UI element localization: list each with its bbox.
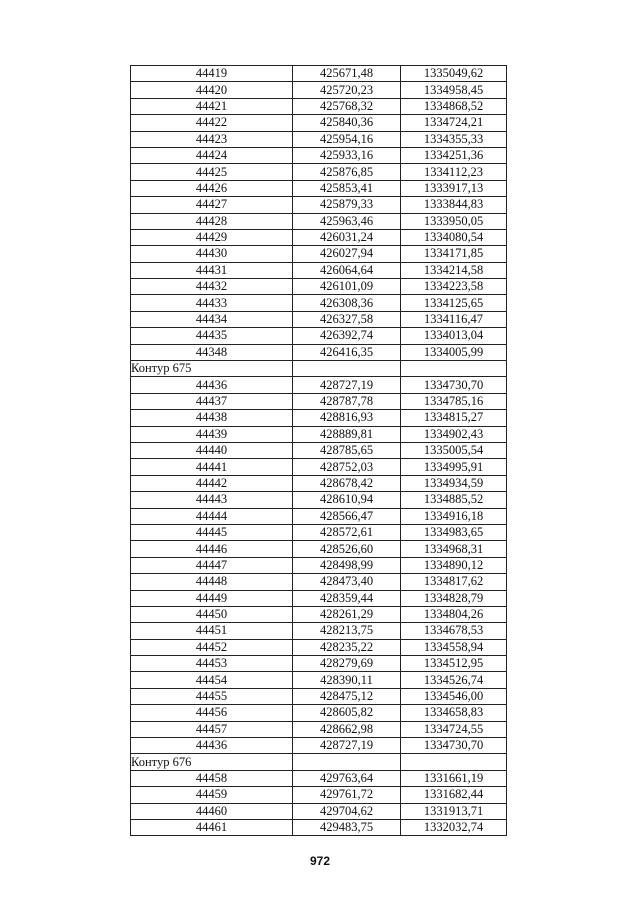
y-coordinate-cell: 1334815,27 [401,410,507,426]
point-number-cell: 44426 [131,180,293,196]
y-coordinate-cell: 1334983,65 [401,524,507,540]
table-row [131,819,507,835]
table-row [131,344,507,360]
point-number-cell: 44424 [131,147,293,163]
x-coordinate-cell: 426101,09 [293,279,401,295]
empty-cell [401,361,507,377]
y-coordinate-cell: 1334890,12 [401,557,507,573]
point-number-cell: 44431 [131,262,293,278]
y-coordinate-cell: 1334968,31 [401,541,507,557]
y-coordinate-cell: 1334251,36 [401,147,507,163]
point-number-cell: 44420 [131,82,293,98]
table-row [131,295,507,311]
point-number-cell: 44460 [131,803,293,819]
point-number-cell: 44449 [131,590,293,606]
x-coordinate-cell: 425954,16 [293,131,401,147]
point-number-cell: 44457 [131,721,293,737]
table-row [131,164,507,180]
y-coordinate-cell: 1331682,44 [401,787,507,803]
y-coordinate-cell: 1334558,94 [401,639,507,655]
y-coordinate-cell: 1334958,45 [401,82,507,98]
table-row [131,623,507,639]
contour-header-row [131,754,507,770]
point-number-cell: 44438 [131,410,293,426]
table-row [131,770,507,786]
x-coordinate-cell: 428727,19 [293,377,401,393]
y-coordinate-cell: 1334223,58 [401,279,507,295]
point-number-cell: 44446 [131,541,293,557]
x-coordinate-cell: 428359,44 [293,590,401,606]
point-number-cell: 44348 [131,344,293,360]
point-number-cell: 44437 [131,393,293,409]
x-coordinate-cell: 428889,81 [293,426,401,442]
x-coordinate-cell: 426031,24 [293,229,401,245]
x-coordinate-cell: 428279,69 [293,656,401,672]
point-number-cell: 44443 [131,492,293,508]
y-coordinate-cell: 1334125,65 [401,295,507,311]
y-coordinate-cell: 1334724,55 [401,721,507,737]
contour-label: Контур 676 [131,754,293,770]
x-coordinate-cell: 428498,99 [293,557,401,573]
y-coordinate-cell: 1333844,83 [401,197,507,213]
y-coordinate-cell: 1334546,00 [401,688,507,704]
x-coordinate-cell: 428473,40 [293,574,401,590]
point-number-cell: 44435 [131,328,293,344]
y-coordinate-cell: 1334785,16 [401,393,507,409]
empty-cell [293,361,401,377]
x-coordinate-cell: 426327,58 [293,311,401,327]
point-number-cell: 44444 [131,508,293,524]
x-coordinate-cell: 428662,98 [293,721,401,737]
x-coordinate-cell: 428727,19 [293,738,401,754]
table-row [131,803,507,819]
point-number-cell: 44439 [131,426,293,442]
x-coordinate-cell: 425853,41 [293,180,401,196]
x-coordinate-cell: 426064,64 [293,262,401,278]
point-number-cell: 44429 [131,229,293,245]
table-row [131,524,507,540]
x-coordinate-cell: 428213,75 [293,623,401,639]
x-coordinate-cell: 428566,47 [293,508,401,524]
table-row [131,213,507,229]
point-number-cell: 44419 [131,66,293,82]
coordinates-table-body [131,66,507,836]
point-number-cell: 44425 [131,164,293,180]
point-number-cell: 44433 [131,295,293,311]
table-row [131,229,507,245]
y-coordinate-cell: 1334116,47 [401,311,507,327]
table-row [131,492,507,508]
y-coordinate-cell: 1334512,95 [401,656,507,672]
x-coordinate-cell: 428605,82 [293,705,401,721]
table-row [131,508,507,524]
y-coordinate-cell: 1334730,70 [401,738,507,754]
x-coordinate-cell: 428572,61 [293,524,401,540]
table-row [131,262,507,278]
point-number-cell: 44461 [131,819,293,835]
x-coordinate-cell: 428752,03 [293,459,401,475]
x-coordinate-cell: 428787,78 [293,393,401,409]
table-row [131,180,507,196]
table-row [131,606,507,622]
y-coordinate-cell: 1334902,43 [401,426,507,442]
table-row [131,197,507,213]
x-coordinate-cell: 425933,16 [293,147,401,163]
point-number-cell: 44456 [131,705,293,721]
y-coordinate-cell: 1334678,53 [401,623,507,639]
table-row [131,442,507,458]
table-row [131,475,507,491]
point-number-cell: 44436 [131,377,293,393]
y-coordinate-cell: 1334730,70 [401,377,507,393]
y-coordinate-cell: 1334868,52 [401,98,507,114]
x-coordinate-cell: 428526,60 [293,541,401,557]
table-row [131,115,507,131]
y-coordinate-cell: 1334112,23 [401,164,507,180]
x-coordinate-cell: 425879,33 [293,197,401,213]
table-row [131,557,507,573]
table-row [131,377,507,393]
y-coordinate-cell: 1334828,79 [401,590,507,606]
table-row [131,393,507,409]
point-number-cell: 44459 [131,787,293,803]
point-number-cell: 44447 [131,557,293,573]
y-coordinate-cell: 1335049,62 [401,66,507,82]
point-number-cell: 44453 [131,656,293,672]
table-row [131,787,507,803]
x-coordinate-cell: 429483,75 [293,819,401,835]
y-coordinate-cell: 1334013,04 [401,328,507,344]
table-row [131,246,507,262]
table-row [131,82,507,98]
contour-header-row [131,361,507,377]
y-coordinate-cell: 1333950,05 [401,213,507,229]
point-number-cell: 44430 [131,246,293,262]
point-number-cell: 44442 [131,475,293,491]
x-coordinate-cell: 428678,42 [293,475,401,491]
point-number-cell: 44452 [131,639,293,655]
table-row [131,590,507,606]
point-number-cell: 44421 [131,98,293,114]
table-row [131,738,507,754]
x-coordinate-cell: 426416,35 [293,344,401,360]
table-row [131,688,507,704]
table-row [131,705,507,721]
table-row [131,656,507,672]
point-number-cell: 44440 [131,442,293,458]
point-number-cell: 44445 [131,524,293,540]
empty-cell [293,754,401,770]
y-coordinate-cell: 1334885,52 [401,492,507,508]
x-coordinate-cell: 428785,65 [293,442,401,458]
point-number-cell: 44423 [131,131,293,147]
point-number-cell: 44455 [131,688,293,704]
point-number-cell: 44450 [131,606,293,622]
x-coordinate-cell: 426027,94 [293,246,401,262]
table-row [131,639,507,655]
table-row [131,459,507,475]
contour-label: Контур 675 [131,361,293,377]
table-row [131,541,507,557]
x-coordinate-cell: 425876,85 [293,164,401,180]
y-coordinate-cell: 1334658,83 [401,705,507,721]
point-number-cell: 44434 [131,311,293,327]
point-number-cell: 44448 [131,574,293,590]
point-number-cell: 44422 [131,115,293,131]
x-coordinate-cell: 428390,11 [293,672,401,688]
x-coordinate-cell: 425671,48 [293,66,401,82]
y-coordinate-cell: 1334817,62 [401,574,507,590]
point-number-cell: 44441 [131,459,293,475]
point-number-cell: 44451 [131,623,293,639]
table-row [131,328,507,344]
y-coordinate-cell: 1334005,99 [401,344,507,360]
table-row [131,410,507,426]
x-coordinate-cell: 429704,62 [293,803,401,819]
x-coordinate-cell: 426308,36 [293,295,401,311]
table-row [131,98,507,114]
point-number-cell: 44454 [131,672,293,688]
x-coordinate-cell: 425840,36 [293,115,401,131]
table-row [131,131,507,147]
table-row [131,311,507,327]
y-coordinate-cell: 1334080,54 [401,229,507,245]
y-coordinate-cell: 1334526,74 [401,672,507,688]
y-coordinate-cell: 1335005,54 [401,442,507,458]
y-coordinate-cell: 1334724,21 [401,115,507,131]
y-coordinate-cell: 1334355,33 [401,131,507,147]
y-coordinate-cell: 1334804,26 [401,606,507,622]
page-number: 972 [309,854,331,868]
point-number-cell: 44432 [131,279,293,295]
table-row [131,66,507,82]
y-coordinate-cell: 1333917,13 [401,180,507,196]
y-coordinate-cell: 1331913,71 [401,803,507,819]
x-coordinate-cell: 429763,64 [293,770,401,786]
point-number-cell: 44428 [131,213,293,229]
table-row [131,279,507,295]
x-coordinate-cell: 425768,32 [293,98,401,114]
x-coordinate-cell: 425720,23 [293,82,401,98]
point-number-cell: 44436 [131,738,293,754]
x-coordinate-cell: 428475,12 [293,688,401,704]
x-coordinate-cell: 428816,93 [293,410,401,426]
point-number-cell: 44458 [131,770,293,786]
y-coordinate-cell: 1334916,18 [401,508,507,524]
x-coordinate-cell: 428261,29 [293,606,401,622]
y-coordinate-cell: 1334995,91 [401,459,507,475]
y-coordinate-cell: 1334934,59 [401,475,507,491]
coordinates-table [130,65,507,836]
point-number-cell: 44427 [131,197,293,213]
table-row [131,426,507,442]
x-coordinate-cell: 429761,72 [293,787,401,803]
x-coordinate-cell: 428610,94 [293,492,401,508]
x-coordinate-cell: 426392,74 [293,328,401,344]
y-coordinate-cell: 1332032,74 [401,819,507,835]
table-row [131,147,507,163]
table-row [131,721,507,737]
x-coordinate-cell: 428235,22 [293,639,401,655]
y-coordinate-cell: 1334171,85 [401,246,507,262]
empty-cell [401,754,507,770]
x-coordinate-cell: 425963,46 [293,213,401,229]
table-row [131,672,507,688]
y-coordinate-cell: 1334214,58 [401,262,507,278]
table-row [131,574,507,590]
y-coordinate-cell: 1331661,19 [401,770,507,786]
